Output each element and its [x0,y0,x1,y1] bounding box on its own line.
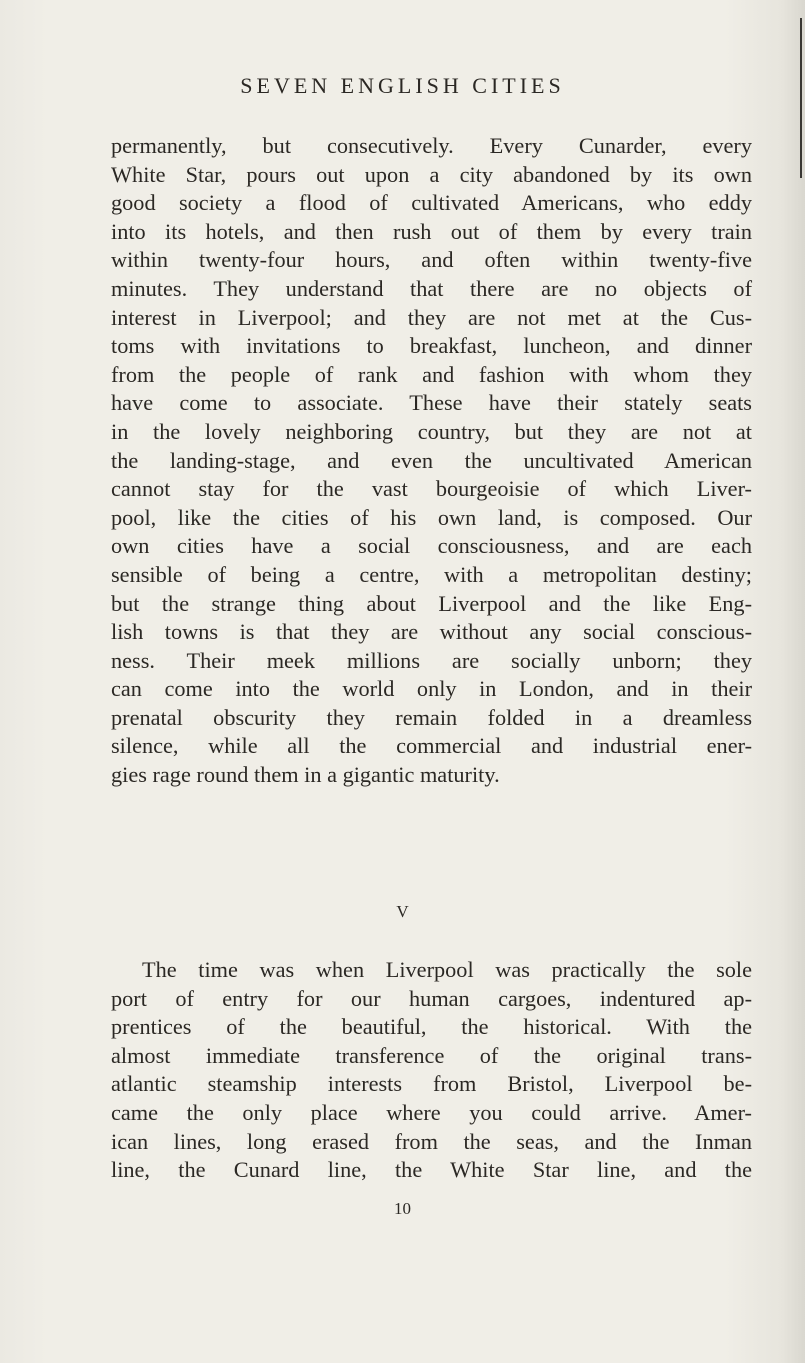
text-line: permanently, but consecutively. Every Cunarder, every [111,133,752,158]
text-line: but the strange thing about Liverpool and the like Eng- [111,590,752,616]
text-line: in the lovely neighboring country, but they are not at [111,418,752,444]
text-line: sensible of being a centre, with a metropolitan destiny; [111,561,752,587]
text-line: silence, while all the commercial and industrial ener- [111,733,752,759]
text-line: minutes. They understand that there are no objects of [111,275,752,301]
text-line: prenatal obscurity they remain folded in a dreamless [111,704,752,730]
text-line: line, the Cunard line, the White Star line, and the [111,1157,752,1183]
text-line: good society a flood of cultivated Americans, who eddy [111,190,752,216]
text-line: port of entry for our human cargoes, indentured ap- [111,985,752,1011]
text-line: ness. Their meek millions are socially unborn; they [111,647,752,673]
text-line: from the people of rank and fashion with whom they [111,361,752,387]
text-line: atlantic steamship interests from Bristol, Liverpool be- [111,1071,752,1097]
text-line: can come into the world only in London, and in their [111,676,752,702]
text-line: came the only place where you could arrive. Amer- [111,1099,752,1125]
text-line: prentices of the beautiful, the historical. With the [111,1014,752,1040]
section-numeral: V [396,902,409,921]
text-line: the landing-stage, and even the uncultivated American [111,447,752,473]
text-line: gies rage round them in a gigantic maturity. [111,762,500,788]
text-line: into its hotels, and then rush out of them by every train [111,218,752,244]
text-line: own cities have a social consciousness, and are each [111,533,752,559]
text-line: pool, like the cities of his own land, is composed. Our [111,504,752,530]
running-head: SEVEN ENGLISH CITIES [240,73,565,98]
text-line: have come to associate. These have their stately seats [111,390,752,416]
text-line: within twenty-four hours, and often within twenty-five [111,247,752,273]
text-line: cannot stay for the vast bourgeoisie of which Liver- [111,476,752,502]
text-line: interest in Liverpool; and they are not met at the Cus- [111,304,752,330]
text-line: The time was when Liverpool was practically the sole [142,957,752,982]
text-line: lish towns is that they are without any social conscious- [111,619,752,645]
text-line: ican lines, long erased from the seas, and the Inman [111,1128,752,1154]
paragraph-section-v [111,956,752,1185]
text-line: White Star, pours out upon a city abandoned by its own [111,161,752,187]
page-number: 10 [394,1199,411,1218]
paragraph-continued [111,132,752,790]
text-line: toms with invitations to breakfast, luncheon, and dinner [111,333,752,359]
text-line: almost immediate transference of the original trans- [111,1042,752,1068]
